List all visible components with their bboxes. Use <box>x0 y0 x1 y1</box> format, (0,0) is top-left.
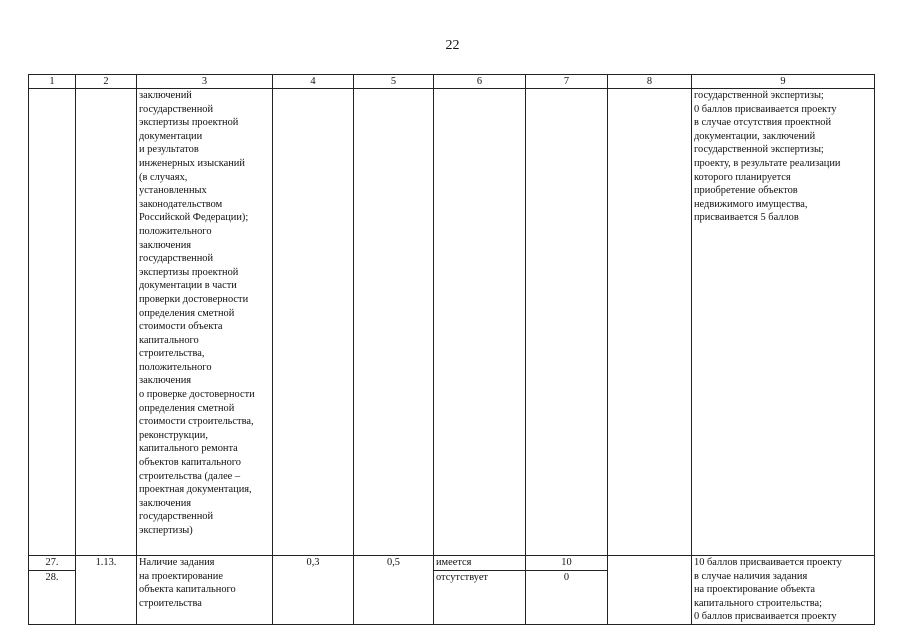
value-absent: отсутствует <box>436 571 488 583</box>
column-header-9: 9 <box>692 75 875 89</box>
row-number-28: 28. <box>45 571 59 583</box>
criterion-max: 0,5 <box>354 556 434 625</box>
value-present: имеется <box>434 556 525 571</box>
table-row-1-13 <box>29 556 875 625</box>
column-header-4: 4 <box>273 75 354 89</box>
column-header-6: 6 <box>434 75 526 89</box>
column-header-5: 5 <box>354 75 434 89</box>
scores-cell <box>526 556 608 625</box>
cell-empty <box>608 556 692 625</box>
scoring-rule-continuation-text: государственной экспертизы; 0 баллов присваивается проекту в случае отсутствия проектной документации, заключений государственной экспертизы; проекту, в результате реализации которого планируется приобретение объектов недвижимого имущества, присваивается 5 баллов <box>692 89 875 556</box>
cell-empty <box>273 89 354 556</box>
column-header-2: 2 <box>76 75 137 89</box>
column-header-1: 1 <box>29 75 76 89</box>
row-numbers-cell <box>29 556 76 625</box>
values-cell <box>434 556 526 625</box>
criterion-code: 1.13. <box>76 556 137 625</box>
cell-empty <box>434 89 526 556</box>
header-row <box>29 75 875 89</box>
criteria-table <box>28 74 875 625</box>
cell-empty <box>76 89 137 556</box>
column-header-7: 7 <box>526 75 608 89</box>
column-header-8: 8 <box>608 75 692 89</box>
criterion-weight: 0,3 <box>273 556 354 625</box>
scoring-rule-text: 10 баллов присваивается проекту в случае наличия задания на проектирование объекта капитального строительства; 0 баллов присваивается проекту <box>692 556 875 625</box>
page-number: 22 <box>445 38 460 53</box>
score-present: 10 <box>526 556 607 571</box>
cell-empty <box>526 89 608 556</box>
column-header-3: 3 <box>137 75 273 89</box>
cell-empty <box>354 89 434 556</box>
score-absent: 0 <box>563 571 570 583</box>
cell-empty <box>29 89 76 556</box>
criterion-continuation-text: заключений государственной экспертизы проектной документации и результатов инженерных изысканий (в случаях, установленных законодательством Российской Федерации); положительного заключения государственной экспертизы проектной документации в части проверки достоверности определения сметной стоимости объекта капитального строительства, положительного заключения о проверке достоверности определения сметной стоимости строительства, реконструкции, капитального ремонта объектов капитального строительства (далее – проектная документация, заключения государственной экспертизы) <box>137 89 273 556</box>
row-number-27: 27. <box>29 556 75 571</box>
cell-empty <box>608 89 692 556</box>
criterion-name: Наличие задания на проектирование объекта капитального строительства <box>137 556 273 625</box>
table-row-continuation <box>29 89 875 556</box>
